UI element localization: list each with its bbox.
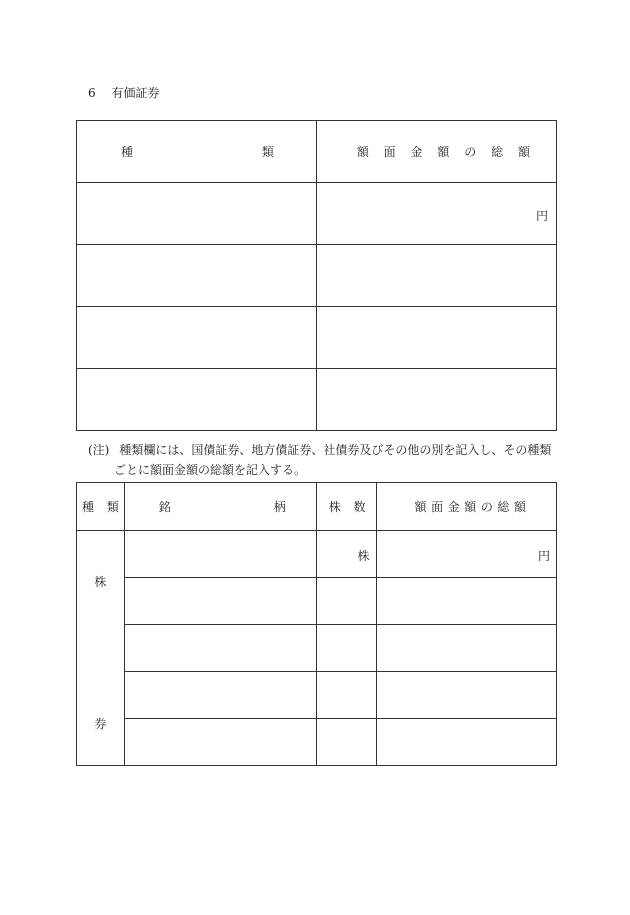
header-char: 総: [497, 500, 510, 514]
header-char: 額: [464, 500, 477, 514]
shares-input-cell[interactable]: [316, 719, 376, 766]
amount-input-cell[interactable]: [376, 578, 556, 625]
kind-input-cell[interactable]: [77, 369, 317, 431]
header-char: 種: [121, 145, 134, 159]
section-heading: [88, 84, 159, 101]
header-char: 額: [517, 145, 530, 159]
note-label: (注): [88, 443, 110, 457]
note-line1: 種類欄には、国債証券、地方債証券、社債券及びその他の別を記入し、その種類: [119, 443, 552, 457]
header-total-face-value: [316, 121, 556, 183]
brand-input-cell[interactable]: [124, 531, 316, 578]
header-char: 銘: [158, 500, 171, 514]
table-row: [77, 625, 557, 672]
shares-unit: 株: [357, 549, 370, 563]
shares-input-cell[interactable]: [316, 531, 376, 578]
amount-input-cell[interactable]: [316, 307, 556, 369]
header-char: 柄: [273, 500, 286, 514]
table-row: [77, 672, 557, 719]
table-header-row: [77, 483, 557, 531]
brand-input-cell[interactable]: [124, 719, 316, 766]
note-line2: ごとに額面金額の総額を記入する。: [114, 463, 307, 477]
kind-label-top: 株: [94, 575, 107, 589]
section-title: 有価証券: [111, 86, 160, 100]
amount-input-cell[interactable]: [316, 183, 556, 245]
header-char: 種: [82, 500, 95, 514]
kind-label-bottom: 券: [94, 717, 107, 731]
header-char: 金: [410, 145, 423, 159]
header-kind: [77, 121, 317, 183]
note: [88, 440, 558, 480]
header-char: 面: [383, 145, 396, 159]
header-char: の: [464, 145, 477, 159]
header-char: 額: [513, 500, 526, 514]
header-char: 額: [437, 145, 450, 159]
header-char: 額: [356, 145, 369, 159]
amount-input-cell[interactable]: [316, 245, 556, 307]
header-char: 株: [328, 500, 341, 514]
header-char: 面: [431, 500, 444, 514]
header-brand: [124, 483, 316, 531]
table-row: [77, 245, 557, 307]
kind-stock-cell: [77, 531, 125, 766]
header-char: 類: [261, 145, 274, 159]
section-number: 6: [88, 86, 96, 100]
brand-input-cell[interactable]: [124, 672, 316, 719]
table-row: [77, 369, 557, 431]
yen-unit: 円: [535, 209, 548, 223]
amount-input-cell[interactable]: [376, 625, 556, 672]
amount-input-cell[interactable]: [376, 719, 556, 766]
table-row: [77, 183, 557, 245]
yen-unit: 円: [537, 549, 550, 563]
amount-input-cell[interactable]: [376, 672, 556, 719]
header-char: の: [480, 500, 493, 514]
header-char: 総: [491, 145, 504, 159]
amount-input-cell[interactable]: [376, 531, 556, 578]
table-row: [77, 307, 557, 369]
table-row: [77, 719, 557, 766]
kind-input-cell[interactable]: [77, 307, 317, 369]
header-char: 類: [106, 500, 119, 514]
amount-input-cell[interactable]: [316, 369, 556, 431]
brand-input-cell[interactable]: [124, 578, 316, 625]
shares-input-cell[interactable]: [316, 625, 376, 672]
brand-input-cell[interactable]: [124, 625, 316, 672]
table-row: [77, 578, 557, 625]
header-shares: [316, 483, 376, 531]
stock-certificates-table: [76, 482, 557, 766]
header-char: 数: [353, 500, 366, 514]
shares-input-cell[interactable]: [316, 578, 376, 625]
header-total-face-value: [376, 483, 556, 531]
header-char: 金: [447, 500, 460, 514]
securities-summary-table: [76, 120, 557, 431]
table-header-row: [77, 121, 557, 183]
shares-input-cell[interactable]: [316, 672, 376, 719]
kind-input-cell[interactable]: [77, 245, 317, 307]
header-char: 額: [414, 500, 427, 514]
table-row: [77, 531, 557, 578]
header-kind: [77, 483, 125, 531]
kind-input-cell[interactable]: [77, 183, 317, 245]
